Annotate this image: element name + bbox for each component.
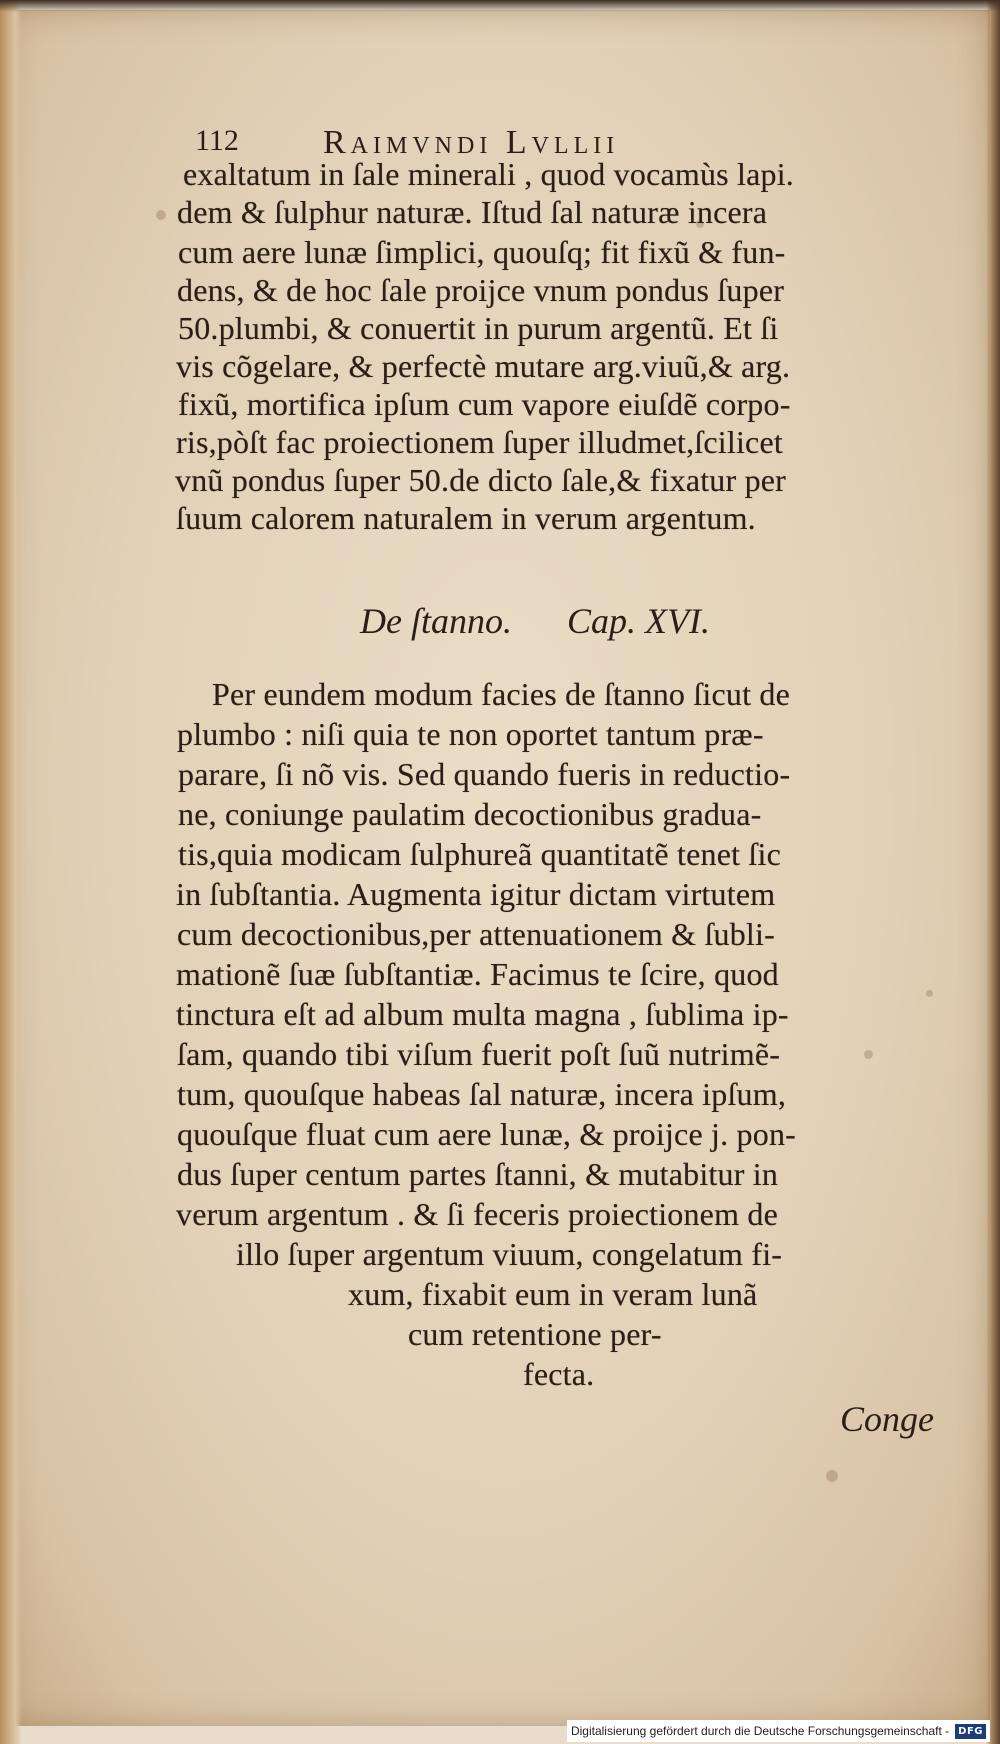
- running-head-title: Raimvndi Lvllii: [323, 124, 620, 161]
- chapter-line: quouſque fluat cum aere lunæ, & proijce j. pon-: [177, 1116, 797, 1152]
- foxing-spot: [156, 210, 166, 220]
- chapter-line: fecta.: [523, 1356, 595, 1392]
- credit-text: Digitalisierung gefördert durch die Deutsche Forschungsgemeinschaft -: [570, 1724, 950, 1738]
- body-line: ſuum calorem naturalem in verum argentum.: [176, 500, 756, 536]
- chapter-line: parare, ſi nõ vis. Sed quando fueris in reductio-: [178, 756, 791, 792]
- foxing-spot: [864, 1050, 873, 1059]
- page-gutter-edge: [0, 0, 22, 1744]
- page-outer-edge: [986, 0, 1000, 1744]
- page-number: 112: [195, 124, 239, 157]
- chapter-heading: [360, 600, 710, 642]
- chapter-line: ne, coniunge paulatim decoctionibus gradua-: [178, 796, 762, 832]
- chapter-line: mationẽ ſuæ ſubſtantiæ. Facimus te ſcire, quod: [176, 956, 779, 992]
- body-line: cum aere lunæ ſimplici, quouſq; fit fixũ & fun-: [178, 234, 786, 270]
- chapter-line: Per eundem modum facies de ſtanno ſicut de: [212, 676, 791, 712]
- chapter-number: Cap. XVI.: [566, 601, 710, 641]
- body-line: dens, & de hoc ſale proijce vnum pondus ſuper: [177, 272, 785, 308]
- chapter-line: cum retentione per-: [408, 1316, 662, 1352]
- body-line: vis cõgelare, & perfectè mutare arg.viuũ,& arg.: [176, 348, 791, 384]
- page-top-edge: [0, 0, 1000, 12]
- chapter-line: dus ſuper centum partes ſtanni, & mutabitur in: [177, 1156, 779, 1192]
- chapter-line: tum, quouſque habeas ſal naturæ, incera ipſum,: [177, 1076, 787, 1112]
- chapter-line: ſam, quando tibi viſum fuerit poſt ſuũ nutrimẽ-: [177, 1036, 781, 1072]
- body-line: 50.plumbi, & conuertit in purum argentũ. Et ſi: [178, 310, 779, 346]
- dfg-logo: DFG: [955, 1724, 986, 1739]
- chapter-line: illo ſuper argentum viuum, congelatum fi-: [236, 1236, 783, 1272]
- chapter-title: De ſtanno.: [360, 601, 512, 641]
- chapter-line: cum decoctionibus,per attenuationem & ſubli-: [177, 916, 775, 952]
- catchword: Conge: [840, 1399, 934, 1439]
- body-line: fixũ, mortifica ipſum cum vapore eiuſdẽ corpo-: [178, 386, 791, 422]
- foxing-spot: [826, 1470, 838, 1482]
- chapter-line: verum argentum . & ſi feceris proiectionem de: [176, 1196, 778, 1232]
- chapter-line: plumbo : niſi quia te non oportet tantum præ-: [177, 716, 764, 752]
- foxing-spot: [926, 990, 933, 997]
- body-line: exaltatum in ſale minerali , quod vocamùs lapi.: [183, 156, 795, 192]
- body-line: ris,pòſt fac proiectionem ſuper illudmet,ſcilicet: [176, 424, 783, 460]
- body-line: dem & ſulphur naturæ. Iſtud ſal naturæ incera: [177, 194, 768, 230]
- chapter-line: in ſubſtantia. Augmenta igitur dictam virtutem: [176, 876, 776, 912]
- chapter-line: tinctura eſt ad album multa magna , ſublima ip-: [176, 996, 789, 1032]
- digitization-credit: [567, 1720, 990, 1742]
- chapter-line: tis,quia modicam ſulphureã quantitatẽ tenet ſic: [178, 836, 781, 872]
- body-line: vnũ pondus ſuper 50.de dicto ſale,& fixatur per: [175, 462, 787, 498]
- chapter-line: xum, fixabit eum in veram lunã: [348, 1276, 758, 1312]
